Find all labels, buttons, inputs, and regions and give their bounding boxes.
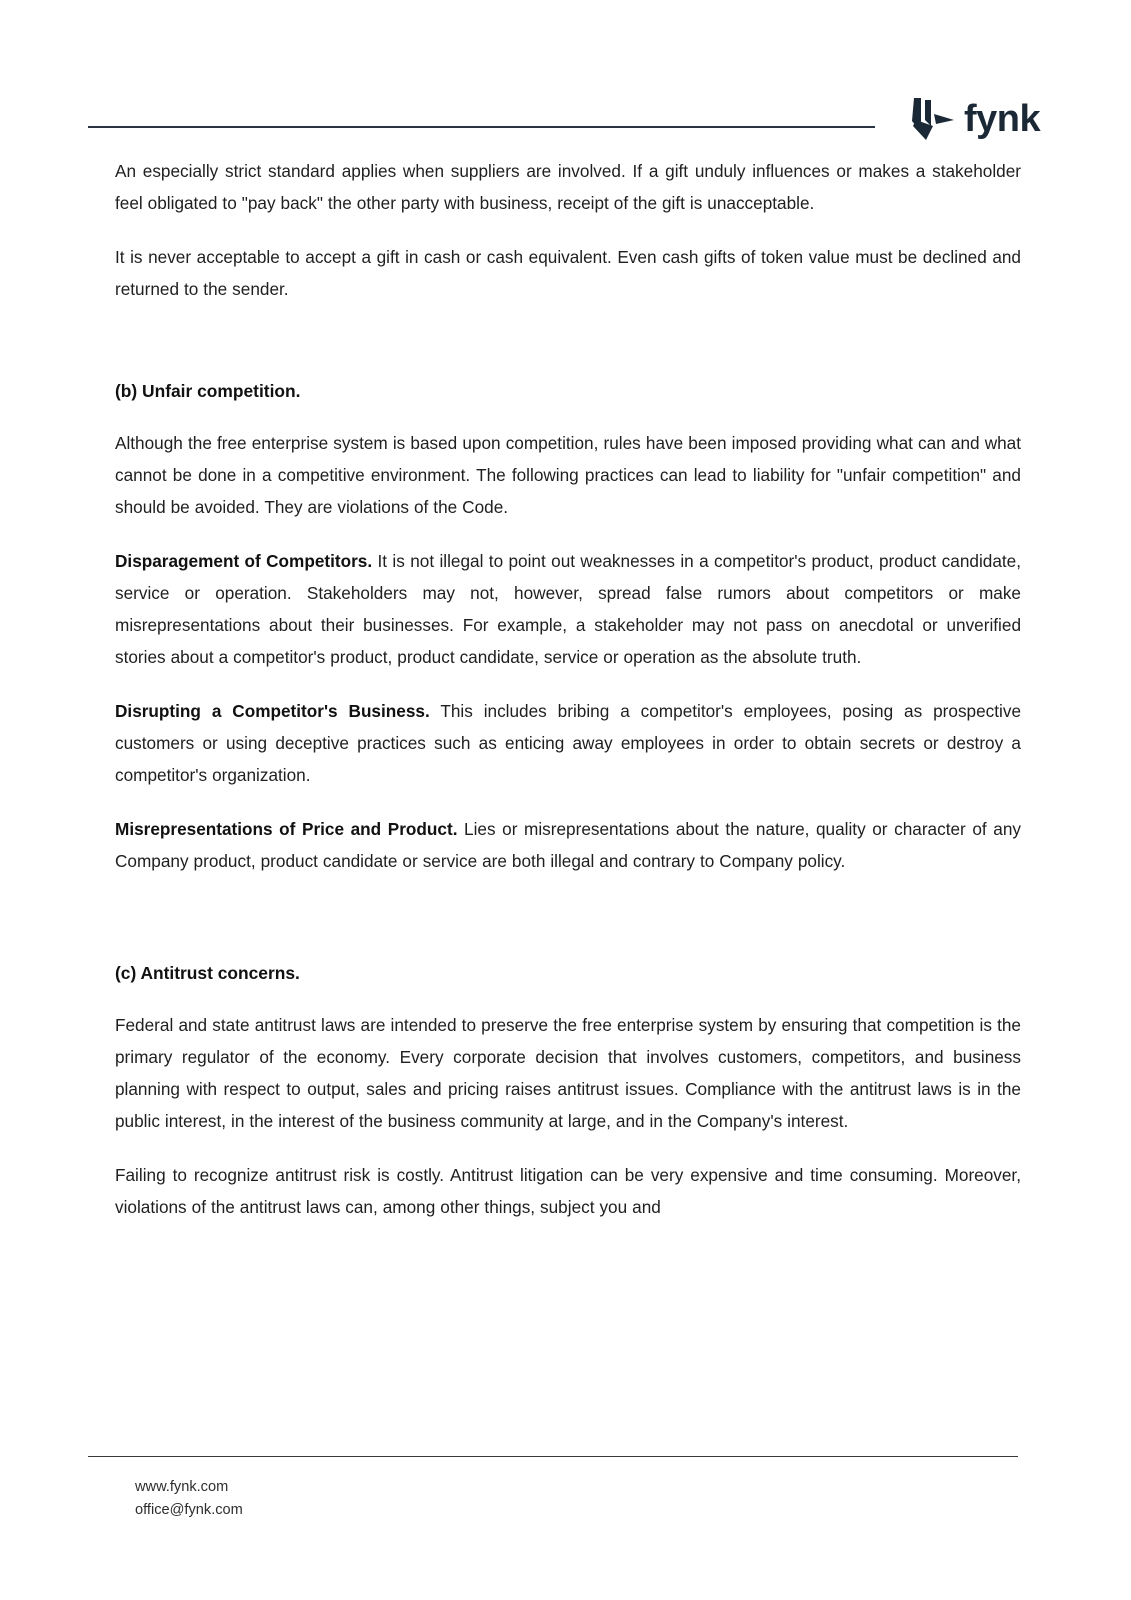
footer-contact	[135, 1476, 243, 1522]
runin-heading-disrupting: Disrupting a Competitor's Business.	[115, 701, 430, 721]
brand-logo	[900, 96, 1040, 142]
page-header	[0, 0, 1131, 150]
footer-divider	[88, 1456, 1018, 1457]
footer-website[interactable]: www.fynk.com	[135, 1479, 229, 1495]
brand-name: fynk	[964, 98, 1041, 140]
heading-unfair-competition: (b) Unfair competition.	[115, 381, 301, 401]
paragraph-cash-gift: It is never acceptable to accept a gift in cash or cash equivalent. Even cash gifts of token value must be declined and returned to the sender.	[115, 247, 1021, 299]
origami-bird-icon	[900, 96, 956, 142]
page-footer	[0, 1440, 1131, 1600]
spacer	[115, 903, 1021, 959]
footer-email[interactable]: office@fynk.com	[135, 1502, 243, 1518]
paragraph-gift-standard: An especially strict standard applies when suppliers are involved. If a gift unduly influences or makes a stakeholder feel obligated to "pay back" the other party with business, receipt of the gift is unacceptable.	[115, 161, 1021, 213]
runin-body-misrepresentations: Lies or misrepresentations about the nature, quality or character of any Company product, product candidate or service are both illegal and contrary to Company policy.	[115, 819, 1021, 871]
runin-body-disrupting: This includes bribing a competitor's employees, posing as prospective customers or using deceptive practices such as enticing away employees in order to obtain secrets or destroy a competitor's organization.	[115, 701, 1022, 785]
paragraph-disparagement-of-competitors	[115, 545, 1021, 673]
document-body	[115, 155, 1021, 1245]
paragraph-disrupting-competitors-business	[115, 695, 1021, 791]
header-divider	[88, 126, 875, 128]
runin-heading-disparagement: Disparagement of Competitors.	[115, 551, 373, 571]
spacer	[115, 327, 1021, 377]
heading-antitrust-concerns: (c) Antitrust concerns.	[115, 963, 300, 983]
paragraph-antitrust-risk: Failing to recognize antitrust risk is costly. Antitrust litigation can be very expensive and time consuming. Moreover, violations of the antitrust laws can, among other things, subject you and	[115, 1165, 1021, 1217]
paragraph-misrepresentations-price-product	[115, 813, 1021, 877]
runin-body-disparagement: It is not illegal to point out weaknesses in a competitor's product, product candidate, service or operation. Stakeholders may not, however, spread false rumors about competitors or make misrepresentations about their businesses. For example, a stakeholder may not pass on anecdotal or unverified stories about a competitor's product, product candidate, service or operation as the absolute truth.	[115, 551, 1022, 667]
paragraph-free-enterprise: Although the free enterprise system is based upon competition, rules have been imposed providing what can and what cannot be done in a competitive environment. The following practices can lead to liability for "unfair competition" and should be avoided. They are violations of the Code.	[115, 433, 1021, 517]
paragraph-antitrust-laws: Federal and state antitrust laws are intended to preserve the free enterprise system by ensuring that competition is the primary regulator of the economy. Every corporate decision that involves customers, competitors, and business planning with respect to output, sales and pricing raises antitrust issues. Compliance with the antitrust laws is in the public interest, in the interest of the business community at large, and in the Company's interest.	[115, 1015, 1021, 1131]
runin-heading-misrepresentations: Misrepresentations of Price and Product.	[115, 819, 458, 839]
